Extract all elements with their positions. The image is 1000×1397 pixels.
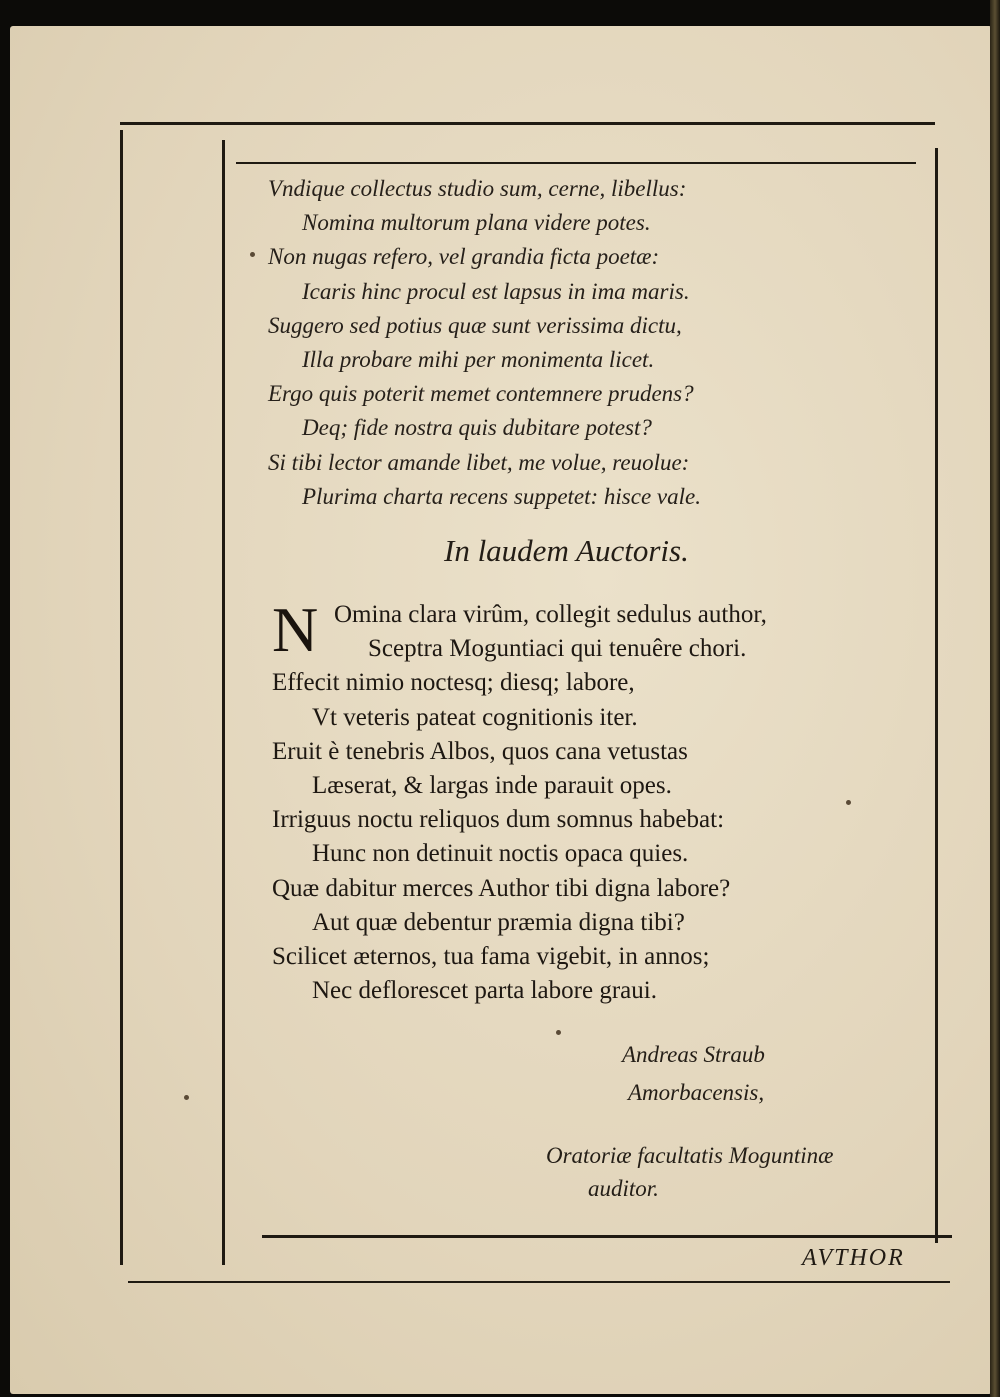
poem-line: Omina clara virûm, collegit sedulus author, (334, 601, 767, 628)
verse-line: Vndique collectus studio sum, cerne, libellus: (268, 176, 687, 201)
ink-speck (184, 1095, 189, 1100)
verse-line: Si tibi lector amande libet, me volue, reuolue: (268, 449, 690, 475)
top-inner-rule (236, 162, 916, 164)
roman-poem (272, 594, 872, 1008)
drop-cap: N (272, 594, 319, 665)
ink-speck (846, 800, 851, 805)
book-edge (990, 0, 1000, 1397)
signature-name: Andreas Straub (622, 1042, 765, 1067)
poem-line: Nec deflorescet parta labore graui. (312, 977, 657, 1005)
poem-line: Quæ dabitur merces Author tibi digna labore? (272, 874, 731, 902)
right-inner-rule (935, 148, 938, 1243)
poem-line: Effecit nimio noctesq; diesq; labore, (272, 669, 635, 697)
verse-line: Plurima charta recens suppetet: hisce vale. (302, 483, 701, 509)
poem-heading: In laudem Auctoris. (444, 533, 689, 568)
verse-line: Non nugas refero, vel grandia ficta poetæ: (268, 244, 660, 270)
poem-line: Irriguus noctu reliquos dum somnus habebat: (272, 806, 725, 834)
poem-line: Eruit è tenebris Albos, quos cana vetustas (272, 737, 688, 765)
signature-title-2: auditor. (588, 1176, 659, 1201)
verse-line: Ergo quis poterit memet contemnere prudens? (268, 381, 694, 407)
bottom-inner-rule (262, 1235, 952, 1238)
verse-line: Suggero sed potius quæ sunt verissima dictu, (268, 312, 682, 338)
poem-line: Sceptra Moguntiaci qui tenuêre chori. (368, 635, 747, 663)
poem-line: Hunc non detinuit noctis opaca quies. (312, 840, 689, 868)
catchword: AVTHOR (802, 1245, 905, 1271)
verse-line: Illa probare mihi per monimenta licet. (302, 347, 655, 373)
verse-line: Icaris hinc procul est lapsus in ima maris. (302, 278, 690, 304)
ink-speck (556, 1030, 561, 1035)
poem-line: Aut quæ debentur præmia digna tibi? (312, 908, 685, 936)
verse-line: Nomina multorum plana videre potes. (302, 210, 651, 236)
top-outer-rule (120, 122, 935, 125)
signature-origin: Amorbacensis, (628, 1080, 765, 1105)
poem-line: Scilicet æternos, tua fama vigebit, in annos; (272, 943, 710, 971)
signature-title: Oratoriæ facultatis Moguntinæ (546, 1143, 834, 1168)
poem-line: Vt veteris pateat cognitionis iter. (312, 703, 638, 731)
poem-line: Læserat, & largas inde parauit opes. (312, 772, 672, 800)
verse-line: Deq; fide nostra quis dubitare potest? (302, 415, 652, 441)
italic-verse (268, 172, 828, 514)
bottom-outer-rule (128, 1281, 950, 1283)
left-outer-rule (120, 130, 123, 1265)
left-inner-rule (222, 140, 225, 1265)
ink-speck (250, 252, 255, 257)
